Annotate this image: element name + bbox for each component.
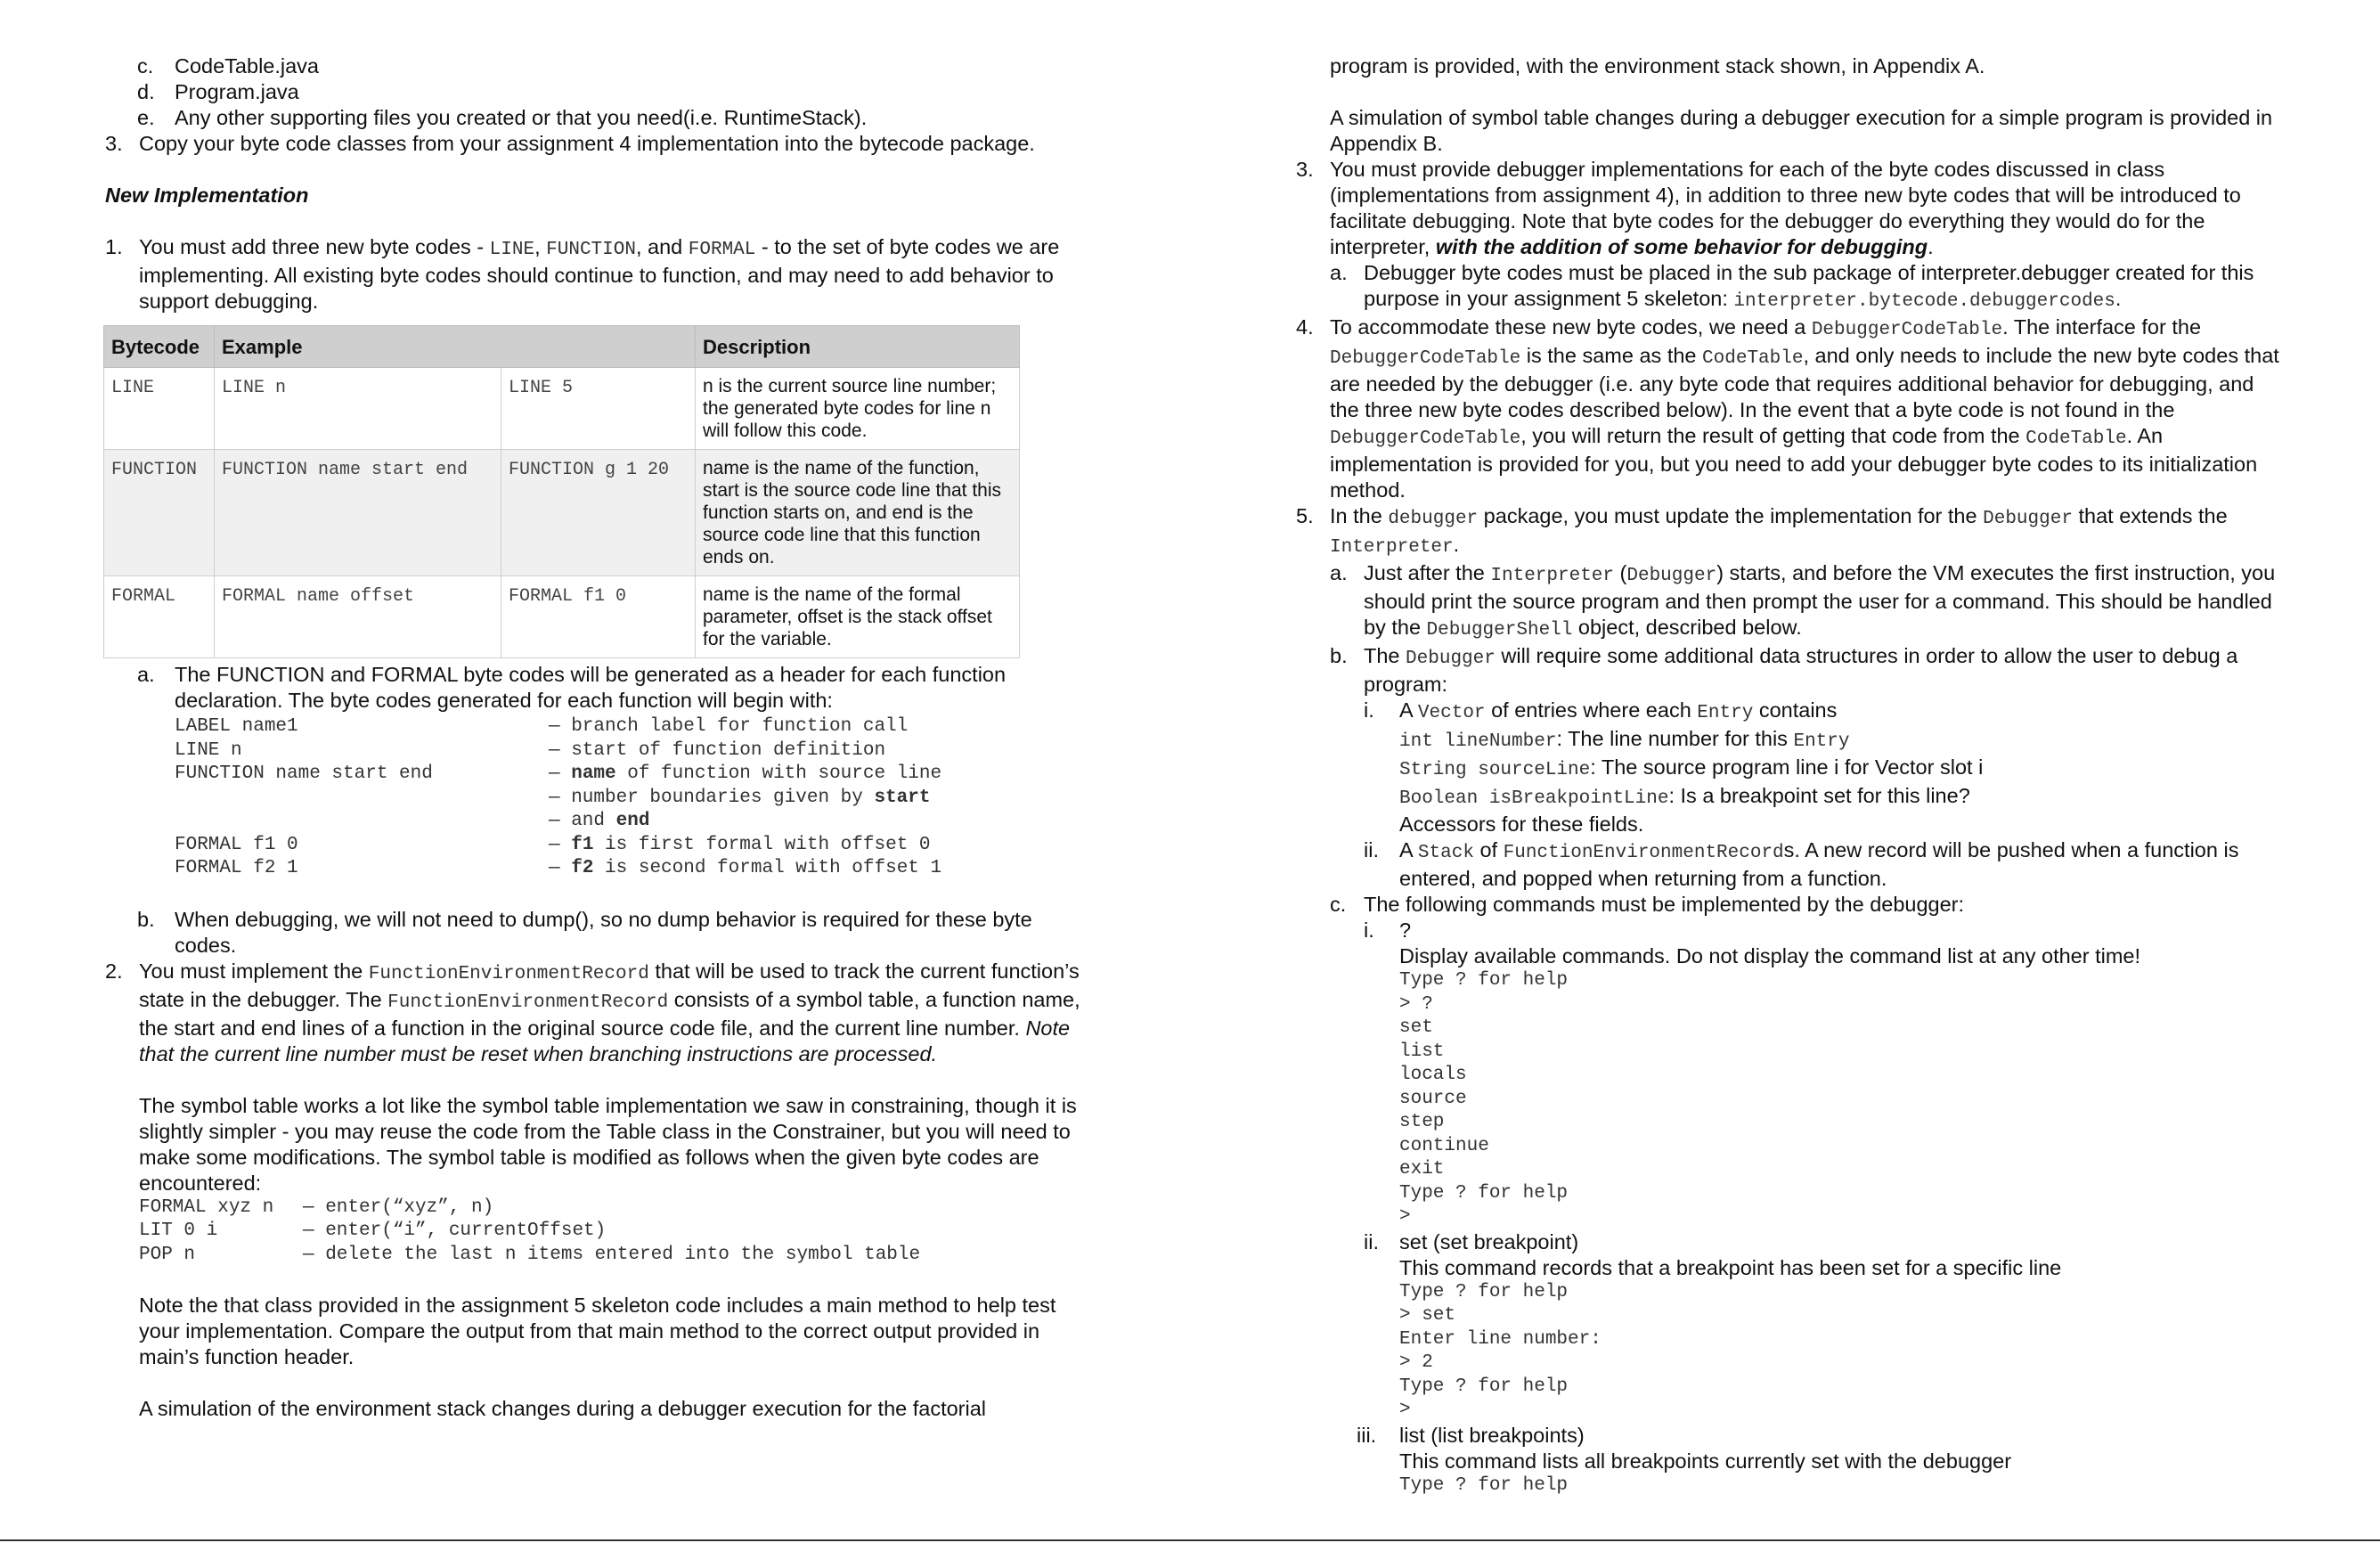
list-item-text: Any other supporting files you created or that you need(i.e. RuntimeStack).: [175, 106, 868, 129]
header-example: Example: [215, 326, 696, 368]
field-line: [1399, 783, 2285, 812]
text: You must add three new byte codes -: [139, 235, 490, 258]
code-left: FORMAL f2 1: [175, 858, 298, 878]
text: , and only needs to include the new byte codes that are needed by the debugger (i.e. any byte code that requires additional behavior for debugging, and the three new byte codes described below). In the event that a byte code is not found in the: [1330, 344, 2279, 421]
code-line: [175, 857, 1085, 881]
text: - to the set of byte codes we are implementing. All existing byte codes should continue to function, and may need to add behavior to support debugging.: [139, 235, 1060, 313]
list-marker: 2.: [105, 959, 123, 983]
code-line: Type ? for help: [1399, 1182, 1569, 1204]
code-line: [175, 787, 1085, 811]
text: A: [1399, 698, 1418, 722]
code-right: —: [549, 858, 572, 878]
list-item-text: When debugging, we will not need to dump(), so no dump behavior is required for these byte codes.: [175, 907, 1032, 957]
bytecode-table: [103, 325, 1020, 658]
code-line: [175, 810, 1085, 834]
code-formal: FORMAL: [688, 240, 756, 260]
list-marker: c.: [137, 54, 154, 78]
right-column: [1296, 53, 2285, 1498]
code: debugger: [1388, 509, 1479, 529]
text: Debugger byte codes must be placed in the sub package of interpreter.debugger created for this purpose in your assignment 5 skeleton:: [1364, 261, 2254, 310]
list-item-b: [105, 907, 1085, 959]
text: ,: [534, 235, 547, 258]
code-line: Type ? for help: [1399, 1474, 1569, 1496]
list-item-3a: [1296, 260, 2285, 314]
command-description: Display available commands. Do not display the command list at any other time!: [1399, 944, 2141, 967]
list-marker: 3.: [105, 132, 123, 155]
code: Interpreter: [1330, 537, 1454, 558]
text: In the: [1330, 504, 1389, 527]
text: that extends the: [2072, 504, 2228, 527]
table-row: [104, 450, 1020, 576]
code-left: LINE n: [175, 739, 242, 761]
command-list: [1296, 1423, 2285, 1498]
code-bold: name: [571, 763, 616, 784]
code-line: [175, 739, 1085, 763]
code-line: Enter line number:: [1399, 1328, 1602, 1350]
text: (: [1614, 561, 1627, 584]
continuation-block: [1296, 53, 2285, 157]
italic-note: Note that the current line number must be reset when branching instructions are processed.: [139, 1016, 1071, 1065]
text: s. A new record will be pushed when a function is entered, and popped when returning from a function.: [1399, 838, 2239, 890]
code-line: [175, 834, 1085, 858]
text: , you will return the result of getting that code from the: [1520, 424, 2026, 447]
text: object, described below.: [1572, 616, 1802, 639]
list-item-e: [105, 105, 1085, 131]
code-right: is second formal with offset 1: [593, 858, 942, 878]
code-line: > 2: [1399, 1352, 1433, 1373]
list-item-a: [105, 662, 1085, 881]
text: , and: [635, 235, 689, 258]
list-item-text: [1399, 698, 2285, 726]
code-right: of function with source line: [615, 763, 942, 784]
list-item-c: [105, 53, 1085, 79]
list-marker: iii.: [1357, 1423, 1377, 1447]
list-marker: i.: [1364, 918, 1374, 942]
code: Debugger: [1406, 649, 1496, 669]
table-header-row: [104, 326, 1020, 368]
code-line: [175, 715, 1085, 739]
list-marker: d.: [137, 80, 155, 103]
header-description: Description: [696, 326, 1020, 368]
command-code-block: [1399, 1474, 2285, 1498]
list-item-2: [105, 959, 1085, 1423]
code-line: > ?: [1399, 993, 1433, 1015]
code-left: FORMAL xyz n: [139, 1196, 274, 1218]
code: Boolean isBreakpointLine: [1399, 788, 1669, 809]
text: : The source program line i for Vector slot i: [1590, 755, 1984, 779]
cell-description: name is the name of the formal parameter, offset is the stack offset for the variable.: [696, 576, 1020, 658]
list-item-text: CodeTable.java: [175, 54, 319, 78]
code-left: FUNCTION name start end: [175, 763, 433, 784]
code-right: — branch label for function call: [549, 716, 909, 737]
code-line: step: [1399, 1112, 1445, 1132]
list-marker: a.: [1330, 261, 1348, 284]
code: int lineNumber: [1399, 731, 1557, 752]
text: .: [2115, 287, 2122, 310]
code-left: LABEL name1: [175, 716, 298, 737]
list-marker: 4.: [1296, 315, 1314, 339]
code-right: —: [549, 763, 572, 784]
page-bottom-rule: [0, 1539, 2380, 1541]
list-item-5b-ii: [1296, 837, 2285, 892]
symbol-code-block: [139, 1196, 1085, 1268]
code-bold: f1: [571, 834, 594, 855]
code-line: >: [1399, 1206, 1411, 1227]
header-code-block: [175, 715, 1085, 881]
code-line: [175, 763, 1085, 787]
code-right: — number boundaries given by: [549, 787, 875, 808]
code-function: FUNCTION: [546, 240, 636, 260]
code: Debugger: [1626, 566, 1717, 586]
code-package: interpreter.bytecode.debuggercodes: [1733, 291, 2115, 312]
paragraph-note: Note the that class provided in the assignment 5 skeleton code includes a main method to help test your implementation. Compare the output from that main method to the correct output provided in main’s function header.: [139, 1294, 1056, 1368]
code-line: [139, 1244, 1085, 1268]
text: The following commands must be implemented by the debugger:: [1364, 893, 1965, 916]
code-line: source: [1399, 1088, 1467, 1109]
command-help: [1296, 918, 2285, 1229]
cell-syntax: LINE n: [215, 368, 501, 450]
code: Entry: [1793, 731, 1850, 752]
code: Debugger: [1983, 509, 2073, 529]
command-title: ?: [1399, 918, 1412, 942]
left-column: [105, 53, 1085, 1422]
text: : Is a breakpoint set for this line?: [1668, 784, 1970, 807]
text: : The line number for this: [1556, 727, 1794, 750]
code-line: LINE: [489, 240, 535, 260]
code: DebuggerCodeTable: [1811, 320, 2003, 340]
code: CodeTable: [2025, 429, 2127, 449]
list-marker: a.: [1330, 561, 1348, 584]
header-bytecode: Bytecode: [104, 326, 215, 368]
paragraph-continued: program is provided, with the environment stack shown, in Appendix A.: [1330, 54, 1985, 78]
code-line: Type ? for help: [1399, 970, 1569, 991]
list-marker: i.: [1364, 698, 1374, 722]
text: ) starts, and before the VM executes the first instruction, you should print the source program and then prompt the user for a command. This should be handled by the: [1364, 561, 2276, 639]
text: contains: [1753, 698, 1838, 722]
command-set: [1296, 1229, 2285, 1423]
code-right: — delete the last n items entered into the symbol table: [303, 1244, 921, 1265]
code-fer: FunctionEnvironmentRecord: [368, 963, 649, 984]
code-right: — enter(“xyz”, n): [303, 1196, 494, 1218]
list-item-5b-i: [1296, 698, 2285, 837]
code-line: > set: [1399, 1305, 1456, 1326]
list-item-5a: [1296, 560, 2285, 643]
paragraph-simulation: A simulation of the environment stack changes during a debugger execution for the factorial: [139, 1397, 987, 1420]
cell-example: LINE 5: [501, 368, 696, 450]
text: consists of a symbol table, a function name, the start and end lines of a function in the original source code file, and the current line number.: [139, 987, 1080, 1040]
field-line: [1399, 755, 2285, 783]
list-marker: c.: [1330, 893, 1347, 916]
paragraph-symbol-table: The symbol table works a lot like the symbol table implementation we saw in constraining, though it is slightly simpler - you may reuse the code from the Table class in the Constrainer, but you will need to make some modifications. The symbol table is modified as follows when the given byte codes are encountered:: [139, 1093, 1077, 1195]
cell-description: n is the current source line number; the generated byte codes for line n will follow this code.: [696, 368, 1020, 450]
cell-code: FORMAL: [104, 576, 215, 658]
section-heading: New Implementation: [105, 184, 309, 207]
code-fer: FunctionEnvironmentRecord: [387, 992, 669, 1013]
text: To accommodate these new byte codes, we need a: [1330, 315, 1812, 339]
code-bold: end: [615, 811, 650, 831]
code-bold: start: [874, 787, 931, 808]
command-code-block: [1399, 1281, 2285, 1423]
list-item-text: Copy your byte code classes from your assignment 4 implementation into the bytecode package.: [139, 132, 1035, 155]
list-item-text: Program.java: [175, 80, 299, 103]
code: String sourceLine: [1399, 760, 1591, 780]
text: . The interface for the: [2002, 315, 2202, 339]
code: Interpreter: [1490, 566, 1615, 586]
code-line: set: [1399, 1017, 1433, 1038]
code-right: —: [549, 834, 572, 855]
code: FunctionEnvironmentRecord: [1503, 843, 1784, 863]
code-line: locals: [1399, 1065, 1467, 1085]
code: DebuggerShell: [1426, 620, 1573, 641]
code-right: is first formal with offset 0: [593, 834, 931, 855]
code-right: — enter(“i”, currentOffset): [303, 1221, 607, 1241]
text: The: [1364, 644, 1406, 667]
code: DebuggerCodeTable: [1330, 429, 1521, 449]
list-item-5b: [1296, 643, 2285, 698]
cell-code: LINE: [104, 368, 215, 450]
code-right: — start of function definition: [549, 739, 886, 761]
code-left: LIT 0 i: [139, 1221, 218, 1241]
list-marker: 5.: [1296, 504, 1314, 527]
bold-italic-text: with the addition of some behavior for debugging: [1435, 235, 1928, 258]
code-line: Type ? for help: [1399, 1376, 1569, 1397]
code: Vector: [1417, 703, 1486, 723]
code-line: [139, 1220, 1085, 1244]
text: that will be used to track the current function’s state in the debugger. The: [139, 959, 1080, 1011]
cell-example: FORMAL f1 0: [501, 576, 696, 658]
code: Stack: [1417, 843, 1474, 863]
list-marker: 1.: [105, 235, 123, 258]
text: .: [1453, 533, 1460, 556]
code-left: FORMAL f1 0: [175, 834, 298, 855]
code-line: Type ? for help: [1399, 1281, 1569, 1302]
command-title: list (list breakpoints): [1399, 1423, 1585, 1447]
text: A: [1399, 838, 1418, 861]
text: of entries where each: [1485, 698, 1698, 722]
text: of: [1473, 838, 1504, 861]
code-bold: f2: [571, 858, 594, 878]
text: .: [1928, 235, 1934, 258]
cell-code: FUNCTION: [104, 450, 215, 576]
code: CodeTable: [1702, 348, 1804, 369]
command-description: This command lists all breakpoints currently set with the debugger: [1399, 1449, 2012, 1473]
text: You must provide debugger implementations for each of the byte codes discussed in class (implementations from assignment 4), in addition to three new byte codes that will be introduced to facilitate debugging. Note that byte codes for the debugger do everything they would do for the interpreter,: [1330, 158, 2241, 258]
command-description: This command records that a breakpoint has been set for a specific line: [1399, 1255, 2062, 1279]
list-item-d: [105, 79, 1085, 105]
cell-syntax: FUNCTION name start end: [215, 450, 501, 576]
table-row: [104, 576, 1020, 658]
text: Just after the: [1364, 561, 1491, 584]
list-item-3: [105, 131, 1085, 157]
text: package, you must update the implementation for the: [1478, 504, 1984, 527]
list-item-5c: [1296, 892, 2285, 918]
code-line: [139, 1196, 1085, 1221]
list-marker: b.: [137, 907, 155, 931]
list-item-5: [1296, 503, 2285, 560]
code: DebuggerCodeTable: [1330, 348, 1521, 369]
code-line: >: [1399, 1400, 1411, 1420]
command-title: set (set breakpoint): [1399, 1229, 1579, 1253]
code-line: list: [1399, 1041, 1445, 1062]
command-code-block: [1399, 969, 2285, 1229]
list-marker: ii.: [1364, 838, 1379, 861]
code-left: POP n: [139, 1244, 196, 1265]
table-row: [104, 368, 1020, 450]
code-line: continue: [1399, 1135, 1489, 1156]
paragraph-simulation: A simulation of symbol table changes during a debugger execution for a simple program is provided in Appendix B.: [1330, 106, 2273, 155]
cell-description: name is the name of the function, start is the source code line that this function starts on, and end is the source code line that this function ends on.: [696, 450, 1020, 576]
list-item-text: The FUNCTION and FORMAL byte codes will be generated as a header for each function declaration. The byte codes generated for each function will begin with:: [175, 663, 1007, 712]
text: is the same as the: [1520, 344, 1703, 367]
list-item-4: [1296, 314, 2285, 503]
list-marker: 3.: [1296, 158, 1314, 181]
text: . An implementation is provided for you, but you need to add your debugger byte codes to its initialization method.: [1330, 424, 2258, 502]
field-line: [1399, 726, 2285, 755]
code-line: exit: [1399, 1159, 1445, 1180]
cell-syntax: FORMAL name offset: [215, 576, 501, 658]
text: You must implement the: [139, 959, 369, 983]
list-marker: a.: [137, 663, 155, 686]
list-marker: e.: [137, 106, 155, 129]
code: Entry: [1697, 703, 1754, 723]
list-marker: b.: [1330, 644, 1348, 667]
list-item-3: [1296, 157, 2285, 260]
code-right: — and: [549, 811, 616, 831]
list-item-1: [105, 234, 1085, 314]
cell-example: FUNCTION g 1 20: [501, 450, 696, 576]
accessors-line: Accessors for these fields.: [1399, 812, 1644, 836]
text: will require some additional data structures in order to allow the user to debug a program:: [1364, 644, 2238, 696]
list-marker: ii.: [1364, 1229, 1379, 1253]
